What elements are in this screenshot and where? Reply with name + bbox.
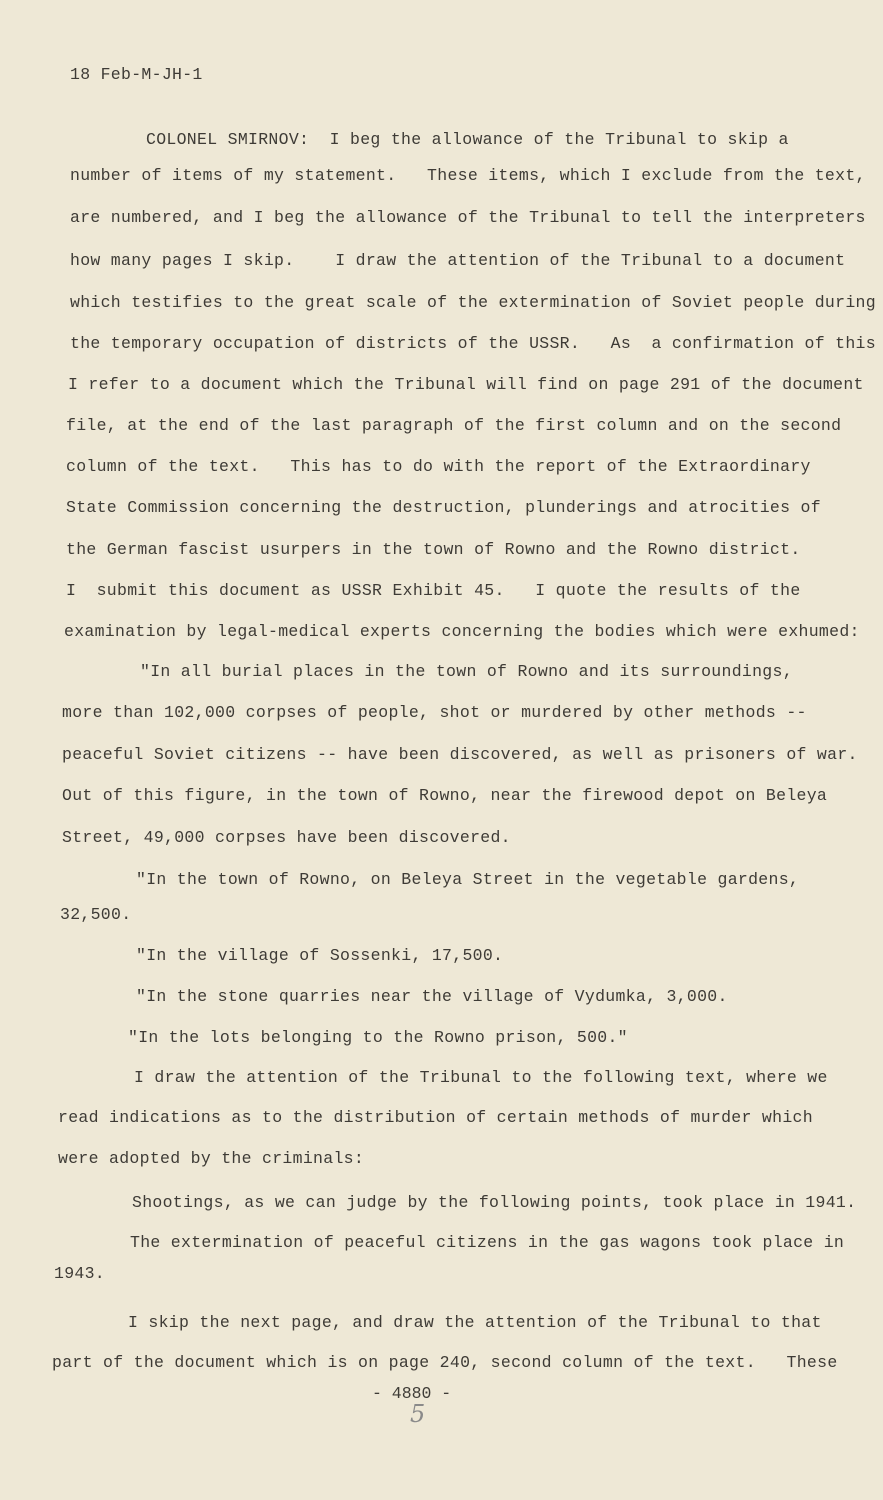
text-line: which testifies to the great scale of the extermination of Soviet people during bbox=[70, 293, 876, 312]
text-line: Street, 49,000 corpses have been discovered. bbox=[62, 828, 511, 847]
text-line: the temporary occupation of districts of the USSR. As a confirmation of this bbox=[70, 334, 876, 353]
text-line: Out of this figure, in the town of Rowno, near the firewood depot on Beleya bbox=[62, 786, 828, 805]
text-line: "In the lots belonging to the Rowno prison, 500." bbox=[128, 1028, 628, 1047]
text-line: State Commission concerning the destruction, plunderings and atrocities of bbox=[66, 498, 821, 517]
text-line: part of the document which is on page 240, second column of the text. These bbox=[52, 1353, 838, 1372]
text-line: 32,500. bbox=[60, 905, 132, 924]
text-line: The extermination of peaceful citizens in the gas wagons took place in bbox=[130, 1233, 845, 1252]
text-line: number of items of my statement. These items, which I exclude from the text, bbox=[70, 166, 866, 185]
text-line: I submit this document as USSR Exhibit 45. I quote the results of the bbox=[66, 581, 801, 600]
text-line: peaceful Soviet citizens -- have been discovered, as well as prisoners of war. bbox=[62, 745, 858, 764]
text-line: are numbered, and I beg the allowance of the Tribunal to tell the interpreters bbox=[70, 208, 866, 227]
handwritten-page-mark: 5 bbox=[410, 1400, 426, 1428]
text-line: "In the town of Rowno, on Beleya Street in the vegetable gardens, bbox=[136, 870, 800, 889]
text-line: were adopted by the criminals: bbox=[58, 1149, 365, 1168]
text-line: column of the text. This has to do with the report of the Extraordinary bbox=[66, 457, 811, 476]
text-line: file, at the end of the last paragraph of the first column and on the second bbox=[66, 416, 842, 435]
text-line: more than 102,000 corpses of people, shot or murdered by other methods -- bbox=[62, 703, 807, 722]
text-line: COLONEL SMIRNOV: I beg the allowance of the Tribunal to skip a bbox=[146, 130, 789, 149]
page-number: - 4880 - bbox=[372, 1384, 452, 1403]
text-line: "In the stone quarries near the village of Vydumka, 3,000. bbox=[136, 987, 728, 1006]
text-line: examination by legal-medical experts concerning the bodies which were exhumed: bbox=[64, 622, 860, 641]
text-line: "In all burial places in the town of Rowno and its surroundings, bbox=[140, 662, 793, 681]
text-line: the German fascist usurpers in the town of Rowno and the Rowno district. bbox=[66, 540, 801, 559]
text-line: I skip the next page, and draw the attention of the Tribunal to that bbox=[128, 1313, 822, 1332]
text-line: "In the village of Sossenki, 17,500. bbox=[136, 946, 504, 965]
text-line: I draw the attention of the Tribunal to the following text, where we bbox=[134, 1068, 828, 1087]
text-line: read indications as to the distribution of certain methods of murder which bbox=[58, 1108, 813, 1127]
document-reference: 18 Feb-M-JH-1 bbox=[70, 65, 203, 84]
text-line: how many pages I skip. I draw the attention of the Tribunal to a document bbox=[70, 251, 846, 270]
text-line: I refer to a document which the Tribunal will find on page 291 of the document bbox=[68, 375, 864, 394]
text-line: 1943. bbox=[54, 1264, 106, 1283]
text-line: Shootings, as we can judge by the following points, took place in 1941. bbox=[132, 1193, 857, 1212]
